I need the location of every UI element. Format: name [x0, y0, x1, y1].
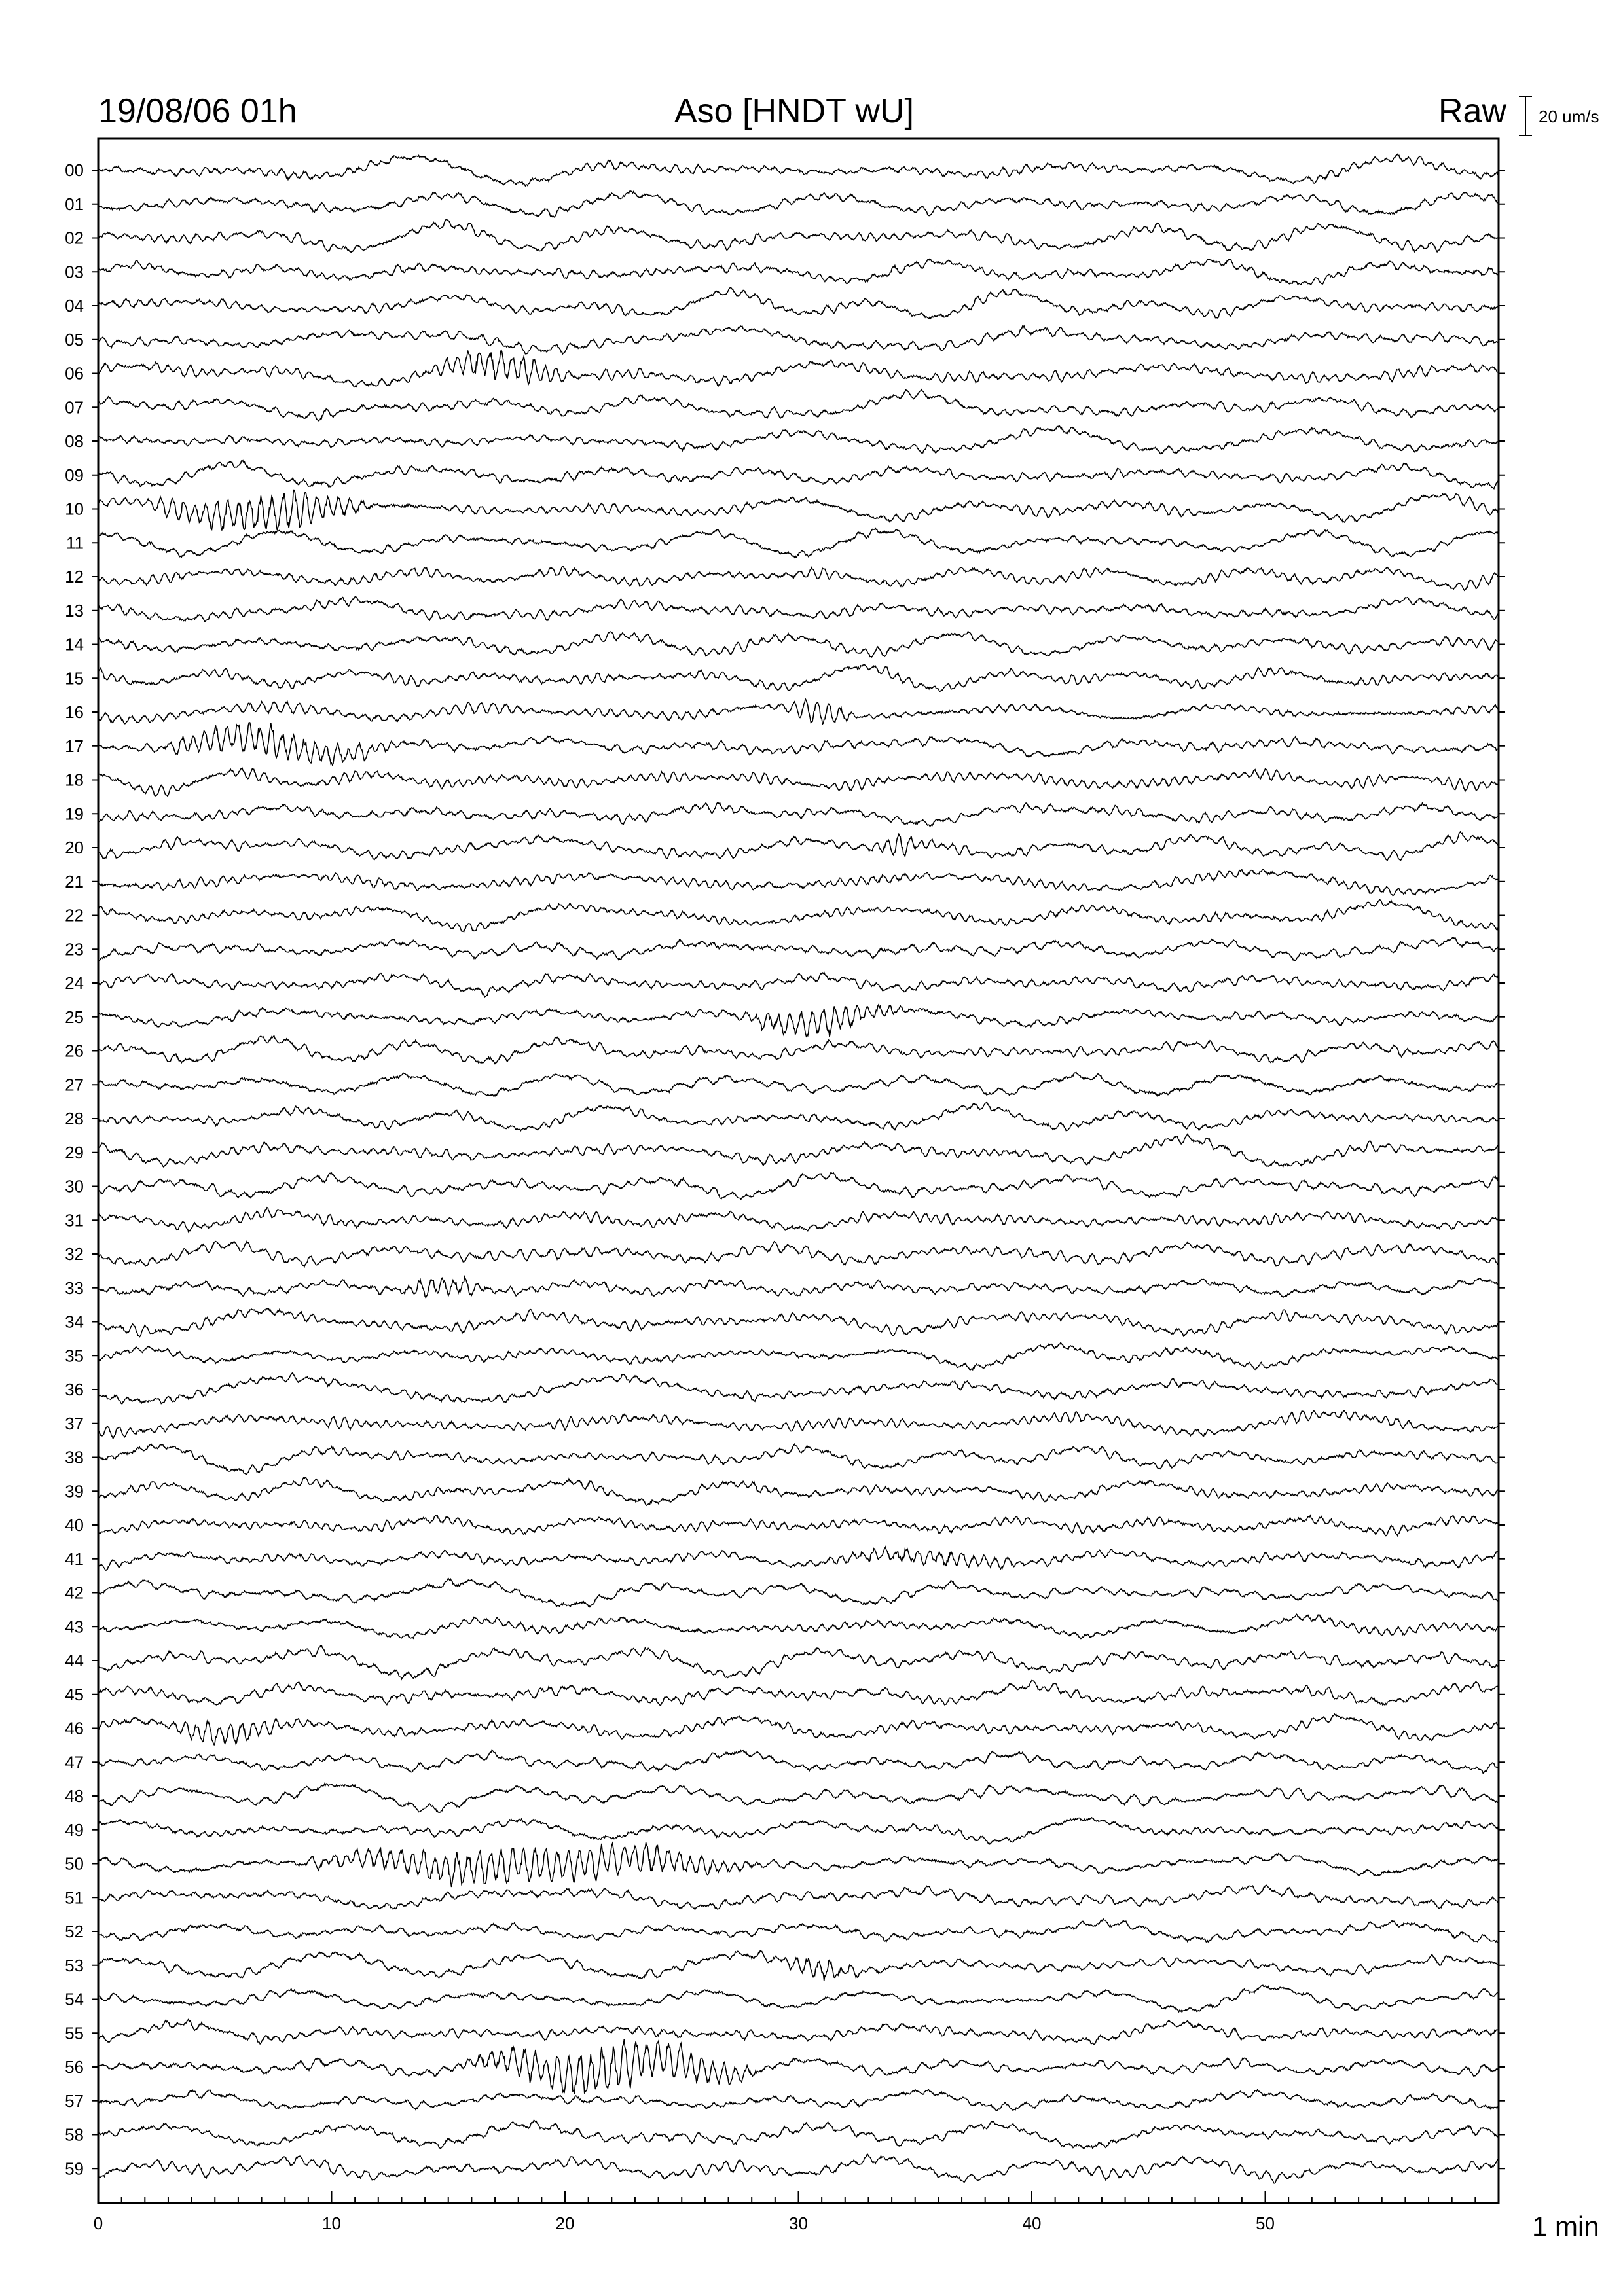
x-ticks: [98, 2191, 1499, 2203]
y-tick-label: 04: [65, 296, 84, 315]
trace-line: [98, 1102, 1499, 1131]
trace-line: [98, 1411, 1499, 1439]
y-tick-label: 16: [65, 702, 84, 722]
y-tick-label: 43: [65, 1617, 84, 1637]
trace-line: [98, 2120, 1499, 2149]
y-tick-label: 03: [65, 262, 84, 282]
y-tick-label: 53: [65, 1955, 84, 1975]
trace-line: [98, 1172, 1499, 1199]
trace-line: [98, 191, 1499, 217]
x-tick-labels: [94, 2214, 1275, 2233]
y-tick-labels: [65, 160, 84, 2178]
trace-line: [98, 1885, 1499, 1909]
trace-line: [98, 802, 1499, 826]
x-tick-label: 10: [322, 2214, 341, 2233]
y-tick-label: 00: [65, 160, 84, 180]
trace-line: [98, 350, 1499, 387]
y-tick-label: 01: [65, 194, 84, 214]
y-tick-label: 39: [65, 1481, 84, 1501]
trace-line: [98, 723, 1499, 765]
y-tick-label: 34: [65, 1312, 84, 1332]
y-tick-label: 37: [65, 1413, 84, 1433]
trace-line: [98, 425, 1499, 454]
trace-line: [98, 870, 1499, 896]
trace-line: [98, 1373, 1499, 1404]
y-tick-label: 02: [65, 228, 84, 248]
trace-line: [98, 1208, 1499, 1232]
trace-line: [98, 2089, 1499, 2111]
y-tick-label: 40: [65, 1515, 84, 1535]
y-tick-label: 17: [65, 736, 84, 756]
trace-line: [98, 768, 1499, 796]
y-tick-label: 47: [65, 1752, 84, 1772]
trace-line: [98, 1477, 1499, 1505]
y-tick-label: 28: [65, 1109, 84, 1128]
y-tick-label: 27: [65, 1075, 84, 1095]
trace-line: [98, 973, 1499, 997]
y-tick-label: 58: [65, 2125, 84, 2145]
y-tick-label: 55: [65, 2023, 84, 2043]
y-tick-label: 57: [65, 2090, 84, 2111]
y-tick-label: 35: [65, 1346, 84, 1366]
trace-line: [98, 1242, 1499, 1267]
trace-line: [98, 1919, 1499, 1943]
trace-line: [98, 832, 1499, 861]
trace-line: [98, 1842, 1499, 1887]
y-tick-label: 52: [65, 1922, 84, 1941]
trace-line: [98, 2039, 1499, 2094]
trace-line: [98, 326, 1499, 354]
x-axis-unit-label: 1 min: [1532, 2211, 1599, 2242]
y-tick-label: 42: [65, 1583, 84, 1603]
y-tick-label: 21: [65, 871, 84, 891]
y-tick-label: 31: [65, 1210, 84, 1230]
trace-line: [98, 1579, 1499, 1607]
trace-line: [98, 1005, 1499, 1037]
y-tick-label: 07: [65, 397, 84, 418]
trace-line: [98, 665, 1499, 692]
y-tick-label: 13: [65, 600, 84, 620]
seismic-traces: [98, 154, 1499, 2183]
scale-bar-label: 20 um/s: [1539, 107, 1599, 126]
y-tick-label: 46: [65, 1718, 84, 1738]
trace-line: [98, 1985, 1499, 2012]
y-tick-label: 10: [65, 499, 84, 519]
y-tick-label: 51: [65, 1888, 84, 1908]
y-tick-label: 26: [65, 1041, 84, 1061]
trace-line: [98, 219, 1499, 253]
trace-line: [98, 597, 1499, 622]
trace-line: [98, 1750, 1499, 1773]
trace-line: [98, 1072, 1499, 1096]
trace-line: [98, 287, 1499, 319]
y-tick-label: 32: [65, 1244, 84, 1264]
trace-line: [98, 1444, 1499, 1475]
trace-line: [98, 2020, 1499, 2045]
y-tick-label: 15: [65, 668, 84, 689]
trace-line: [98, 1515, 1499, 1535]
trace-line: [98, 490, 1499, 531]
y-tick-label: 56: [65, 2057, 84, 2077]
y-tick-label: 14: [65, 634, 84, 655]
trace-line: [98, 154, 1499, 186]
y-tick-label: 18: [65, 770, 84, 790]
trace-line: [98, 461, 1499, 489]
trace-line: [98, 900, 1499, 932]
mode-label: Raw: [1438, 92, 1507, 130]
y-tick-label: 41: [65, 1549, 84, 1569]
trace-line: [98, 259, 1499, 285]
y-tick-label: 59: [65, 2159, 84, 2179]
y-tick-label: 24: [65, 973, 84, 993]
y-tick-label: 11: [66, 533, 84, 553]
y-tick-label: 45: [65, 1684, 84, 1704]
x-tick-label: 20: [555, 2214, 575, 2233]
y-tick-label: 30: [65, 1176, 84, 1196]
trace-line: [98, 1614, 1499, 1638]
trace-line: [98, 1714, 1499, 1745]
trace-line: [98, 1547, 1499, 1570]
trace-line: [98, 1134, 1499, 1167]
x-tick-label: 0: [93, 2214, 103, 2233]
y-tick-label: 54: [65, 1989, 84, 2009]
y-tick-label: 50: [65, 1854, 84, 1874]
y-tick-label: 20: [65, 838, 84, 857]
y-tick-label: 08: [65, 431, 84, 451]
trace-line: [98, 632, 1499, 657]
station-title: Aso [HNDT wU]: [674, 92, 914, 130]
date-hour-label: 19/08/06 01h: [98, 92, 297, 130]
y-tick-label: 29: [65, 1142, 84, 1162]
trace-line: [98, 567, 1499, 590]
y-tick-label: 12: [65, 567, 84, 586]
y-tick-label: 36: [65, 1380, 84, 1399]
y-ticks: [92, 170, 1505, 2168]
trace-line: [98, 1784, 1499, 1812]
y-tick-label: 25: [65, 1007, 84, 1027]
trace-line: [98, 937, 1499, 961]
x-tick-label: 40: [1022, 2214, 1042, 2233]
trace-line: [98, 389, 1499, 421]
trace-line: [98, 1277, 1499, 1298]
trace-line: [98, 1036, 1499, 1064]
trace-line: [98, 528, 1499, 558]
y-tick-label: 23: [65, 939, 84, 960]
y-tick-label: 38: [65, 1447, 84, 1467]
y-tick-label: 49: [65, 1820, 84, 1840]
y-tick-label: 33: [65, 1278, 84, 1298]
trace-line: [98, 1308, 1499, 1337]
y-tick-label: 44: [65, 1651, 84, 1670]
x-tick-label: 30: [789, 2214, 808, 2233]
y-tick-label: 06: [65, 363, 84, 384]
y-tick-label: 09: [65, 465, 84, 485]
trace-line: [98, 1818, 1499, 1844]
x-tick-label: 50: [1256, 2214, 1275, 2233]
trace-line: [98, 699, 1499, 724]
trace-line: [98, 2154, 1499, 2183]
y-tick-label: 22: [65, 905, 84, 925]
trace-line: [98, 1950, 1499, 1981]
y-tick-label: 05: [65, 329, 84, 350]
y-tick-label: 48: [65, 1786, 84, 1806]
trace-line: [98, 1645, 1499, 1679]
y-tick-label: 19: [65, 804, 84, 824]
trace-line: [98, 1343, 1499, 1370]
plot-frame: [98, 139, 1499, 2203]
trace-line: [98, 1681, 1499, 1706]
scale-bar: [1519, 96, 1532, 135]
